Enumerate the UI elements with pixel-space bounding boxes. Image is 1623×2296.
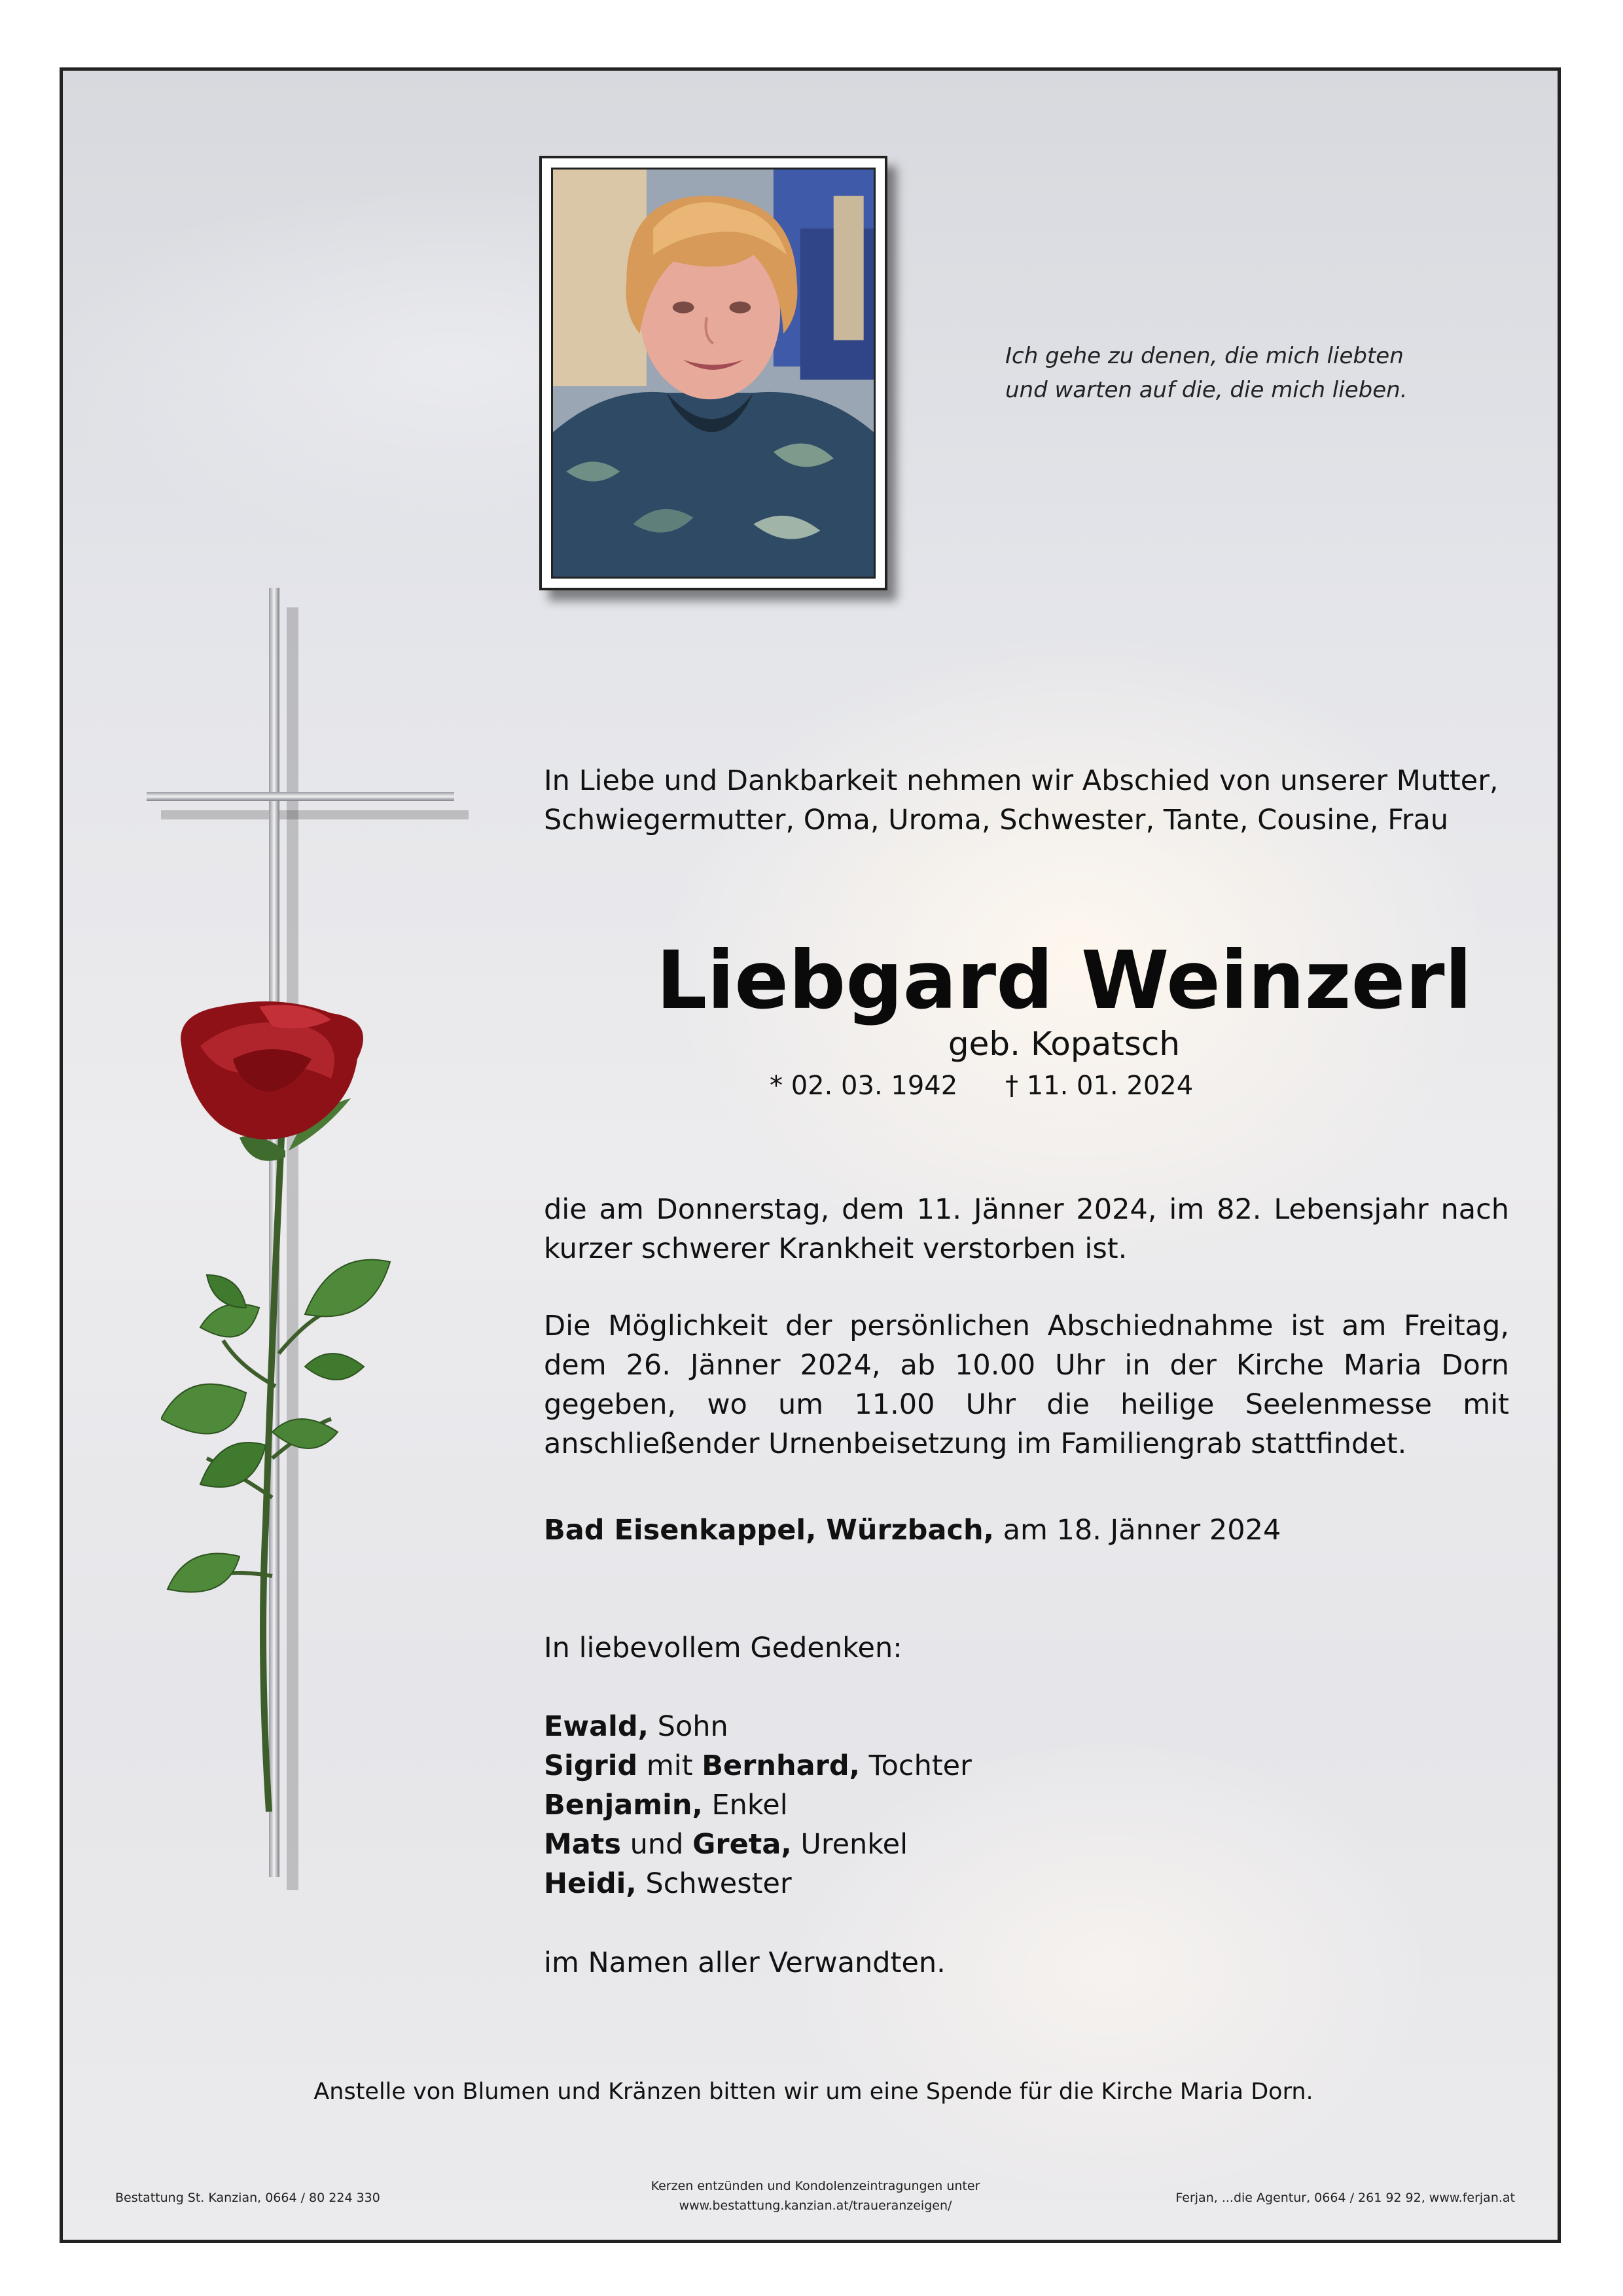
mourner-name: Greta,	[692, 1828, 792, 1861]
rose-icon	[161, 1000, 462, 1825]
mourner-name: Sigrid	[544, 1749, 638, 1782]
birth-name: geb. Kopatsch	[948, 1025, 1181, 1063]
mourners-list	[544, 1707, 1509, 1903]
portrait-photo	[551, 168, 876, 579]
closing-text: im Namen aller Verwandten.	[544, 1946, 946, 1979]
mourner-name: Mats	[544, 1828, 621, 1861]
mourner-name: Ewald,	[544, 1710, 649, 1743]
mourner-4	[544, 1825, 1509, 1864]
death-date: † 11. 01. 2024	[1005, 1071, 1194, 1101]
footer-center-line-1: Kerzen entzünden und Kondolenzeintragungen unter	[651, 2179, 980, 2193]
mourner-relation: Schwester	[645, 1867, 792, 1900]
footer-right: Ferjan, ...die Agentur, 0664 / 261 92 92, www.ferjan.at	[1175, 2191, 1515, 2205]
birth-date: * 02. 03. 1942	[770, 1071, 958, 1101]
memory-heading: In liebevollem Gedenken:	[544, 1632, 902, 1664]
mourner-2	[544, 1746, 1509, 1785]
quote-line-1: Ich gehe zu denen, die mich liebten	[1005, 343, 1404, 369]
quote-line-2: und warten auf die, die mich lieben.	[1005, 377, 1408, 403]
portrait-frame	[539, 156, 887, 590]
intro-line-1: In Liebe und Dankbarkeit nehmen wir Abschied von unserer Mutter,	[544, 764, 1499, 797]
portrait-illustration	[553, 170, 874, 577]
donation-note: Anstelle von Blumen und Kränzen bitten wir um eine Spende für die Kirche Maria Dorn.	[313, 2079, 1313, 2105]
mourner-name: Benjamin,	[544, 1789, 703, 1821]
obituary-card	[60, 67, 1561, 2243]
farewell-text: Die Möglichkeit der persönlichen Abschiednahme ist am Freitag, dem 26. Jänner 2024, ab 10.00 Uhr in der Kirche Maria Dorn gegeben, wo um 11.00 Uhr die heilige Seelenmesse mit anschließender Urnenbeisetzung im Familiengrab stattfindet.	[544, 1310, 1509, 1460]
mourner-conjunction: mit	[646, 1749, 693, 1782]
intro-text	[544, 761, 1499, 840]
mourner-relation: Enkel	[711, 1789, 788, 1821]
date: am 18. Jänner 2024	[1003, 1514, 1281, 1547]
footer-left: Bestattung St. Kanzian, 0664 / 80 224 330	[115, 2191, 380, 2205]
footer-center	[554, 2176, 1077, 2215]
intro-line-2: Schwiegermutter, Oma, Uroma, Schwester, Tante, Cousine, Frau	[544, 804, 1449, 836]
mourner-relation: Tochter	[868, 1749, 972, 1782]
mourner-1	[544, 1707, 1509, 1746]
place: Bad Eisenkappel, Würzbach,	[544, 1514, 994, 1547]
mourner-relation: Sohn	[657, 1710, 728, 1743]
mourner-conjunction: und	[630, 1828, 684, 1861]
mourner-name: Bernhard,	[702, 1749, 860, 1782]
mourner-name: Heidi,	[544, 1867, 637, 1900]
death-text: die am Donnerstag, dem 11. Jänner 2024, im 82. Lebensjahr nach kurzer schwerer Krankheit verstorben ist.	[544, 1193, 1509, 1265]
quote	[1005, 339, 1463, 407]
mourner-relation: Urenkel	[800, 1828, 908, 1861]
mourner-5	[544, 1864, 1509, 1903]
deceased-name: Liebgard Weinzerl	[656, 934, 1472, 1027]
mourner-3	[544, 1785, 1509, 1825]
footer-center-line-2: www.bestattung.kanzian.at/traueranzeigen/	[679, 2198, 952, 2213]
place-date	[544, 1511, 1509, 1550]
